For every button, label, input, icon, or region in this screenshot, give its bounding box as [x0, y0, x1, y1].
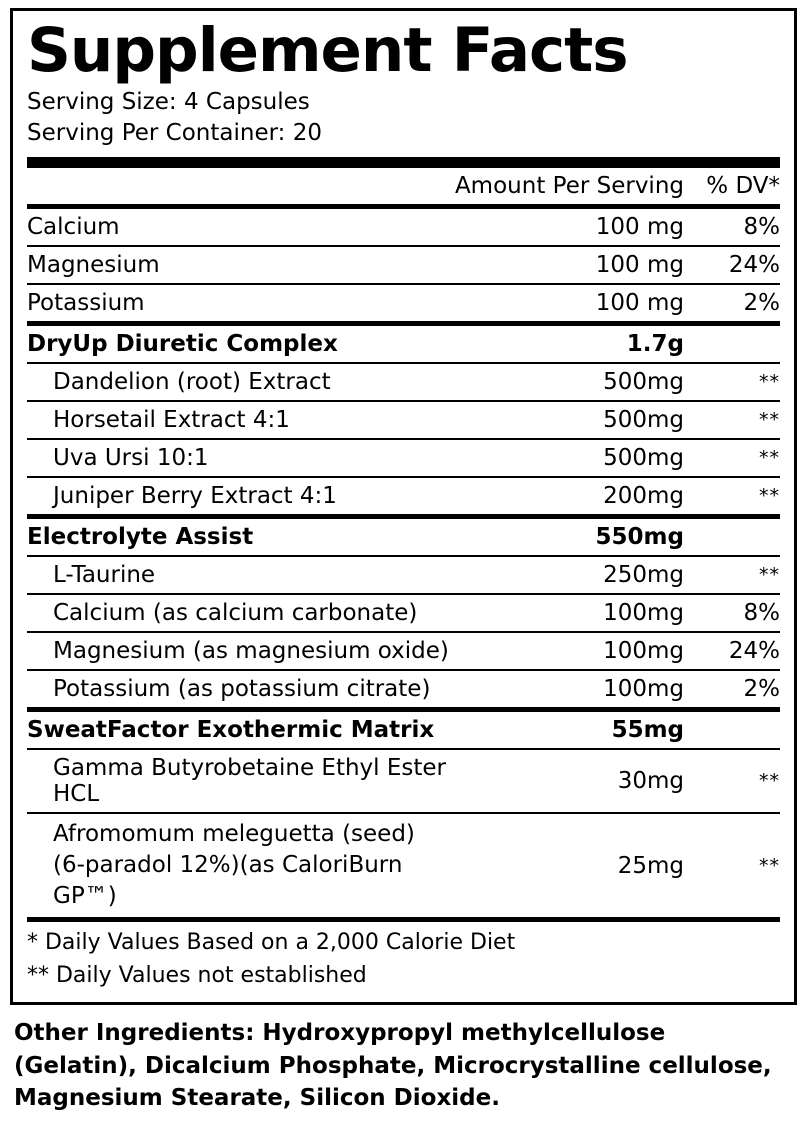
- row-dv: **: [684, 749, 780, 813]
- table-row: [27, 207, 780, 247]
- page-title: Supplement Facts: [27, 15, 628, 86]
- row-name: Magnesium: [27, 246, 455, 284]
- facts-panel: [10, 8, 797, 1005]
- row-dv: 24%: [684, 246, 780, 284]
- row-dv: 2%: [684, 670, 780, 710]
- row-dv: 2%: [684, 284, 780, 324]
- table-row: [27, 363, 780, 401]
- row-name: Dandelion (root) Extract: [27, 363, 455, 401]
- row-dv: [684, 710, 780, 750]
- row-dv: **: [684, 813, 780, 920]
- row-name: Magnesium (as magnesium oxide): [27, 632, 455, 670]
- row-amount: 500mg: [455, 363, 684, 401]
- row-name: SweatFactor Exothermic Matrix: [27, 710, 455, 750]
- row-amount: 100 mg: [455, 207, 684, 247]
- row-amount: 200mg: [455, 477, 684, 517]
- row-amount: 500mg: [455, 401, 684, 439]
- row-amount: 500mg: [455, 439, 684, 477]
- row-dv: **: [684, 363, 780, 401]
- row-dv: [684, 517, 780, 557]
- row-name-line1: Afromomum meleguetta (seed): [53, 821, 415, 848]
- row-name: DryUp Diuretic Complex: [27, 324, 455, 364]
- row-name: Electrolyte Assist: [27, 517, 455, 557]
- footnote-daily-values: * Daily Values Based on a 2,000 Calorie Diet: [27, 930, 516, 956]
- row-amount: 100 mg: [455, 284, 684, 324]
- table-row: [27, 749, 780, 813]
- row-amount: 250mg: [455, 556, 684, 594]
- table-row: [27, 670, 780, 710]
- row-name: Horsetail Extract 4:1: [27, 401, 455, 439]
- row-amount: 30mg: [455, 749, 684, 813]
- row-dv: 8%: [684, 207, 780, 247]
- serving-size: Serving Size: 4 Capsules: [27, 89, 310, 116]
- row-amount: 25mg: [455, 813, 684, 920]
- row-amount: 55mg: [455, 710, 684, 750]
- table-row: [27, 556, 780, 594]
- table-row-group-header: [27, 710, 780, 750]
- row-amount: 550mg: [455, 517, 684, 557]
- row-dv: **: [684, 401, 780, 439]
- other-ingredients: Other Ingredients: Hydroxypropyl methylcellulose (Gelatin), Dicalcium Phosphate, Microcrystalline cellulose, Magnesium Stearate, Silicon Dioxide.: [14, 1019, 772, 1112]
- row-dv: [684, 324, 780, 364]
- row-dv: 8%: [684, 594, 780, 632]
- table-row-group-header: [27, 324, 780, 364]
- row-name: Gamma Butyrobetaine Ethyl Ester HCL: [27, 749, 455, 813]
- row-name: Potassium (as potassium citrate): [27, 670, 455, 710]
- row-dv: **: [684, 556, 780, 594]
- row-name: Juniper Berry Extract 4:1: [27, 477, 455, 517]
- row-name: L-Taurine: [27, 556, 455, 594]
- row-name: Calcium: [27, 207, 455, 247]
- row-amount: 100mg: [455, 632, 684, 670]
- row-amount: 1.7g: [455, 324, 684, 364]
- row-amount: 100 mg: [455, 246, 684, 284]
- table-row: [27, 246, 780, 284]
- table-row: [27, 439, 780, 477]
- row-amount: 100mg: [455, 594, 684, 632]
- footnote-not-established: ** Daily Values not established: [27, 963, 367, 989]
- table-row: [27, 284, 780, 324]
- row-name: Potassium: [27, 284, 455, 324]
- table-row: [27, 632, 780, 670]
- row-name: Calcium (as calcium carbonate): [27, 594, 455, 632]
- row-name-line2: (6-paradol 12%)(as CaloriBurn GP™): [53, 852, 403, 910]
- divider-thick-top: [27, 157, 780, 168]
- row-dv: **: [684, 477, 780, 517]
- table-header-row: [27, 168, 780, 207]
- header-dv: % DV*: [684, 168, 780, 207]
- row-name: [27, 813, 455, 920]
- table-row-group-header: [27, 517, 780, 557]
- serving-per-container: Serving Per Container: 20: [27, 120, 322, 147]
- table-row: [27, 813, 780, 920]
- table-row: [27, 477, 780, 517]
- row-dv: 24%: [684, 632, 780, 670]
- row-name: Uva Ursi 10:1: [27, 439, 455, 477]
- nutrition-table: [27, 168, 780, 922]
- table-row: [27, 594, 780, 632]
- row-dv: **: [684, 439, 780, 477]
- header-amount: Amount Per Serving: [455, 168, 684, 207]
- row-amount: 100mg: [455, 670, 684, 710]
- header-blank: [27, 168, 455, 207]
- table-row: [27, 401, 780, 439]
